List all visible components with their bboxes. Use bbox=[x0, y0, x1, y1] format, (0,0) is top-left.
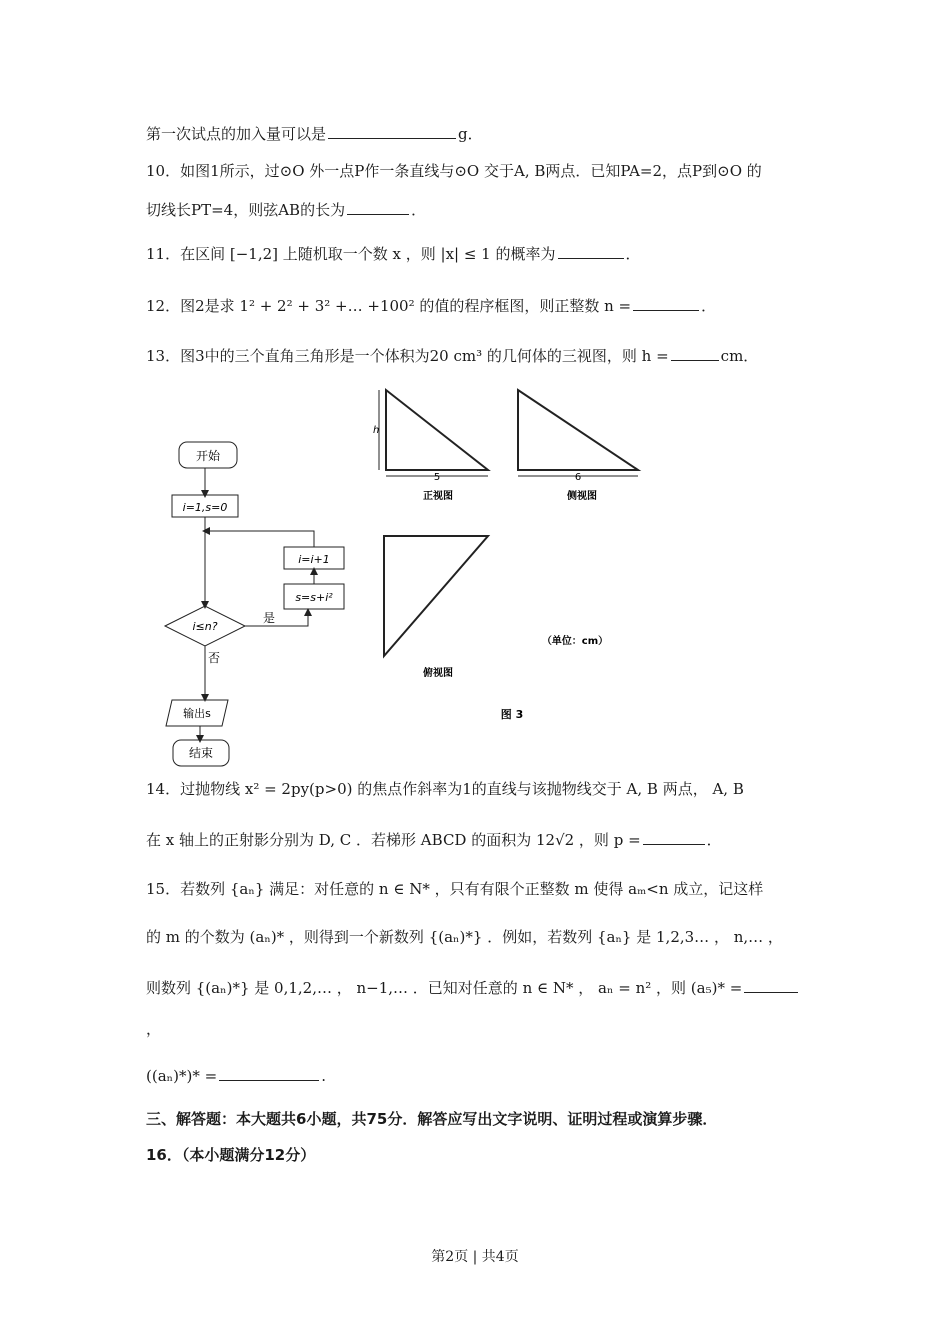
question-12 bbox=[146, 294, 716, 317]
question-10-line1: 10．如图1所示，过⊙O 外一点P作一条直线与⊙O 交于A, B两点．已知PA=2，点P到⊙O 的 bbox=[146, 162, 762, 180]
answer-blank-11[interactable] bbox=[558, 242, 624, 259]
q15-text: 则数列 {(aₙ)*} 是 0,1,2,… ， n−1,… ．已知对任意的 n ∈ N* ， aₙ = n² ，则 (a₅)* = bbox=[146, 979, 743, 997]
flow-end-label: 结束 bbox=[188, 746, 214, 760]
flow-increment-label: i=i+1 bbox=[298, 553, 330, 566]
three-views-figure-3 bbox=[370, 384, 660, 729]
q14-text: 在 x 轴上的正射影分别为 D, C ．若梯形 ABCD 的面积为 12√2 ，则 p = bbox=[146, 831, 641, 849]
question-9-tail bbox=[146, 122, 483, 145]
answer-blank-15a[interactable] bbox=[744, 976, 798, 993]
flow-arrow-yes bbox=[245, 612, 308, 626]
q13-end: cm． bbox=[720, 347, 759, 365]
q15-d-text: ((aₙ)*)* = bbox=[146, 1067, 218, 1085]
q11-text: 11．在区间 [−1,2] 上随机取一个数 x ，则 |x| ≤ 1 的概率为 bbox=[146, 245, 556, 263]
flow-condition-label: i≤n? bbox=[192, 620, 218, 633]
q13-text: 13．图3中的三个直角三角形是一个体积为20 cm³ 的几何体的三视图，则 h = bbox=[146, 347, 669, 365]
question-16-heading: 16．（本小题满分12分） bbox=[146, 1146, 316, 1164]
side-width-label: 6 bbox=[574, 472, 582, 483]
answer-blank-14[interactable] bbox=[643, 828, 705, 845]
flow-arrow-loop bbox=[206, 531, 314, 547]
front-view-triangle bbox=[386, 390, 488, 470]
front-view-caption: 正视图 bbox=[423, 491, 453, 502]
answer-blank-10[interactable] bbox=[347, 198, 409, 215]
question-14-line1: 14．过抛物线 x² = 2py(p>0) 的焦点作斜率为1的直线与该抛物线交于 A, B 两点， A, B bbox=[146, 780, 744, 798]
question-15-line3 bbox=[146, 976, 800, 999]
question-13 bbox=[146, 344, 758, 367]
question-14-line2 bbox=[146, 828, 722, 851]
height-label: h bbox=[373, 425, 380, 436]
q10-end: ． bbox=[411, 201, 427, 219]
answer-blank-12[interactable] bbox=[633, 294, 699, 311]
flowchart-figure-2 bbox=[160, 436, 360, 771]
unit-note: （单位：cm） bbox=[541, 636, 609, 647]
question-11 bbox=[146, 242, 641, 265]
flow-yes-label: 是 bbox=[263, 611, 276, 625]
q15-end: . bbox=[321, 1067, 326, 1085]
answer-blank-9[interactable] bbox=[328, 122, 456, 139]
figure-3-caption: 图 3 bbox=[500, 708, 524, 721]
front-width-label: 5 bbox=[433, 472, 441, 483]
answer-blank-15b[interactable] bbox=[219, 1064, 319, 1081]
top-view-caption: 俯视图 bbox=[423, 668, 453, 679]
q11-end: ． bbox=[625, 245, 641, 263]
q9-unit: g． bbox=[458, 125, 483, 143]
q14-end: ． bbox=[706, 831, 722, 849]
flow-output-label: 输出s bbox=[183, 707, 211, 720]
section-3-heading: 三、解答题：本大题共6小题，共75分．解答应写出文字说明、证明过程或演算步骤． bbox=[146, 1110, 718, 1128]
page-footer: 第2页 | 共4页 bbox=[431, 1249, 519, 1265]
question-10-line2 bbox=[146, 198, 426, 221]
question-15-line4 bbox=[146, 1064, 326, 1087]
flow-start-label: 开始 bbox=[195, 449, 221, 463]
answer-blank-13[interactable] bbox=[671, 344, 719, 361]
question-15-line2: 的 m 的个数为 (aₙ)* ，则得到一个新数列 {(aₙ)*} ．例如，若数列 {aₙ} 是 1,2,3… ， n,… ， bbox=[146, 928, 783, 946]
flow-init-label: i=1,s=0 bbox=[182, 501, 228, 514]
q10-text: 切线长PT=4，则弦AB的长为 bbox=[146, 201, 346, 219]
side-view-triangle bbox=[518, 390, 638, 470]
question-15-line1: 15．若数列 {aₙ} 满足：对任意的 n ∈ N* ，只有有限个正整数 m 使得 aₘ<n 成立，记这样 bbox=[146, 880, 764, 898]
q12-end: ． bbox=[701, 297, 717, 315]
flow-update-label: s=s+i² bbox=[295, 591, 333, 604]
side-view-caption: 侧视图 bbox=[567, 491, 597, 502]
q12-text: 12．图2是求 1² + 2² + 3² +… +100² 的值的程序框图，则正整数 n = bbox=[146, 297, 632, 315]
flow-no-label: 否 bbox=[208, 651, 221, 665]
q9-text: 第一次试点的加入量可以是 bbox=[146, 125, 327, 143]
top-view-triangle bbox=[384, 536, 488, 656]
question-15-comma: ， bbox=[146, 1020, 162, 1038]
